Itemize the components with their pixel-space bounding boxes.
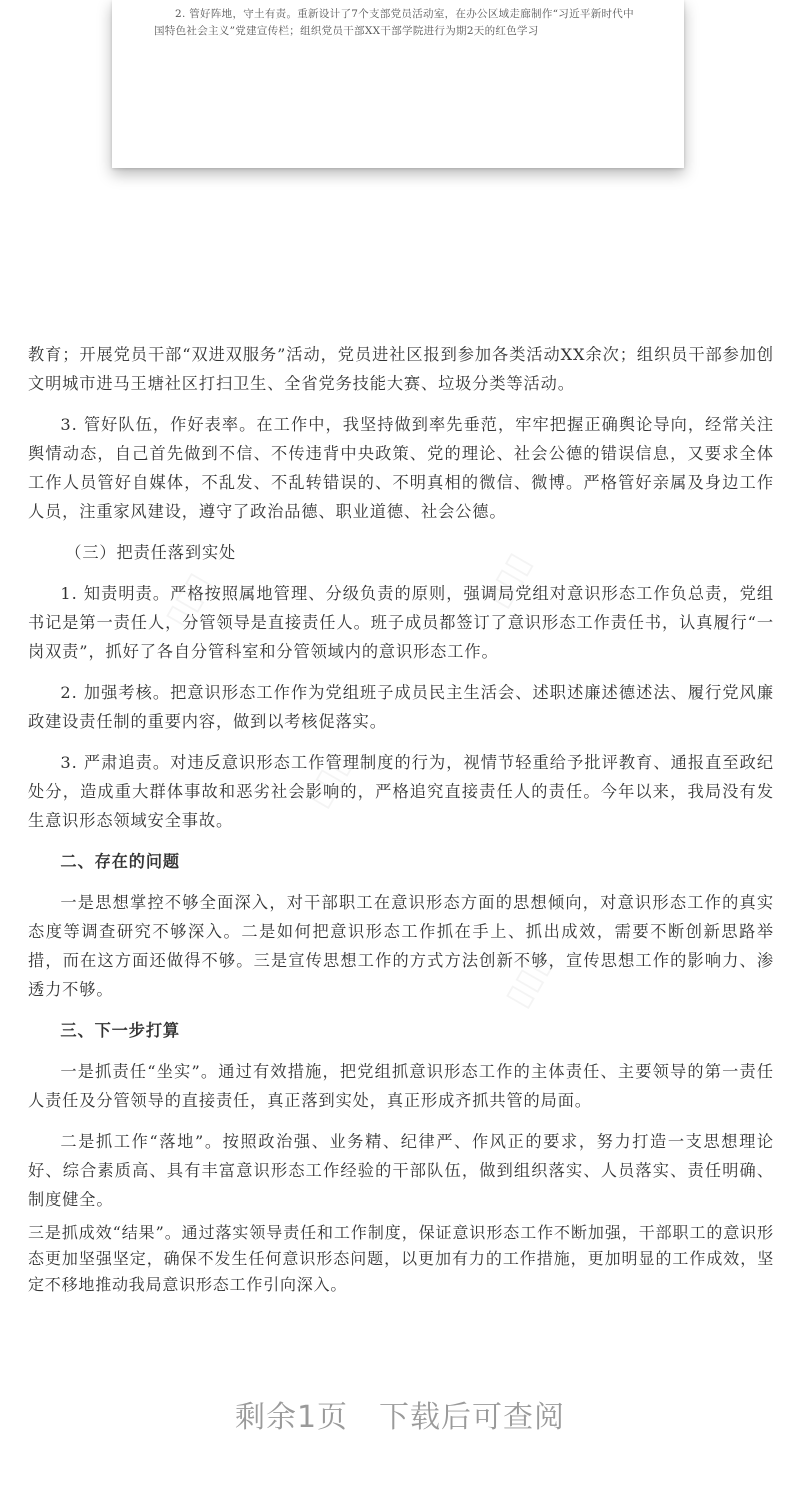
heading-next-steps: 三、下一步打算 (60, 1021, 181, 1040)
paragraph-know-duty: 1. 知责明责。严格按照属地管理、分级负责的原则，强调局党组对意识形态工作负总责，党组书记是第一责任人，分管领导是直接责任人。班子成员都签订了意识形态工作责任书，认真履行“一岗双责”，抓好了各自分管科室和分管领域内的意识形态工作。 (28, 584, 774, 661)
paragraph-accountability: 3. 严肃追责。对违反意识形态工作管理制度的行为，视情节轻重给予批评教育、通报直至政纪处分，造成重大群体事故和恶劣社会影响的，严格追究直接责任人的责任。今年以来，我局没有发生意识形态领域安全事故。 (28, 753, 774, 830)
remaining-pages-notice[interactable]: 剩余1页 下载后可查阅 (234, 1400, 566, 1435)
paragraph-next-3: 三是抓成效“结果”。通过落实领导责任和工作制度，保证意识形态工作不断加强，干部职工的意识形态更加坚强坚定，确保不发生任何意识形态问题，以更加有力的工作措施，更加明显的工作成效，坚定不移地推动我局意识形态工作引向深入。 (28, 1223, 774, 1294)
paragraph-next-2: 二是抓工作“落地”。按照政治强、业务精、纪律严、作风正的要求，努力打造一支思想理论好、综合素质高、具有丰富意识形态工作经验的干部队伍，做到组织落实、人员落实、责任明确、制度健全。 (28, 1132, 774, 1209)
paragraph-manage-team: 3. 管好队伍，作好表率。在工作中，我坚持做到率先垂范，牢牢把握正确舆论导向，经常关注舆情动态，自己首先做到不信、不传违背中央政策、党的理论、社会公德的错误信息，又要求全体工作人员管好自媒体，不乱发、不乱转错误的、不明真相的微信、微博。严格管好亲属及身边工作人员，注重家风建设，遵守了政治品德、职业道德、社会公德。 (28, 415, 774, 521)
section-heading-responsibility: （三）把责任落到实处 (65, 543, 237, 562)
paragraph-continuation: 教育；开展党员干部“双进双服务”活动，党员进社区报到参加各类活动XX余次；组织员干部参加创文明城市进马王塘社区打扫卫生、全省党务技能大赛、垃圾分类等活动。 (28, 345, 774, 393)
paragraph-problems: 一是思想掌控不够全面深入，对干部职工在意识形态方面的思想倾向，对意识形态工作的真实态度等调查研究不够深入。二是如何把意识形态工作抓在手上、抓出成效，需要不断创新思路举措，而在这方面还做得不够。三是宣传思想工作的方式方法创新不够，宣传思想工作的影响力、渗透力不够。 (28, 893, 774, 999)
heading-problems: 二、存在的问题 (60, 852, 181, 871)
paragraph-assessment: 2. 加强考核。把意识形态工作作为党组班子成员民主生活会、述职述廉述德述法、履行党风廉政建设责任制的重要内容，做到以考核促落实。 (28, 683, 774, 731)
preview-text: 2. 管好阵地，守土有责。重新设计了7个支部党员活动室，在办公区域走廊制作“习近平新时代中国特色社会主义”党建宣传栏；组织党员干部XX干部学院进行为期2天的红色学习 (154, 8, 634, 37)
preview-card (112, 0, 684, 168)
document-body (28, 340, 774, 1298)
paragraph-next-1: 一是抓责任“坐实”。通过有效措施，把党组抓意识形态工作的主体责任、主要领导的第一责任人责任及分管领导的直接责任，真正落到实处，真正形成齐抓共管的局面。 (28, 1062, 774, 1110)
